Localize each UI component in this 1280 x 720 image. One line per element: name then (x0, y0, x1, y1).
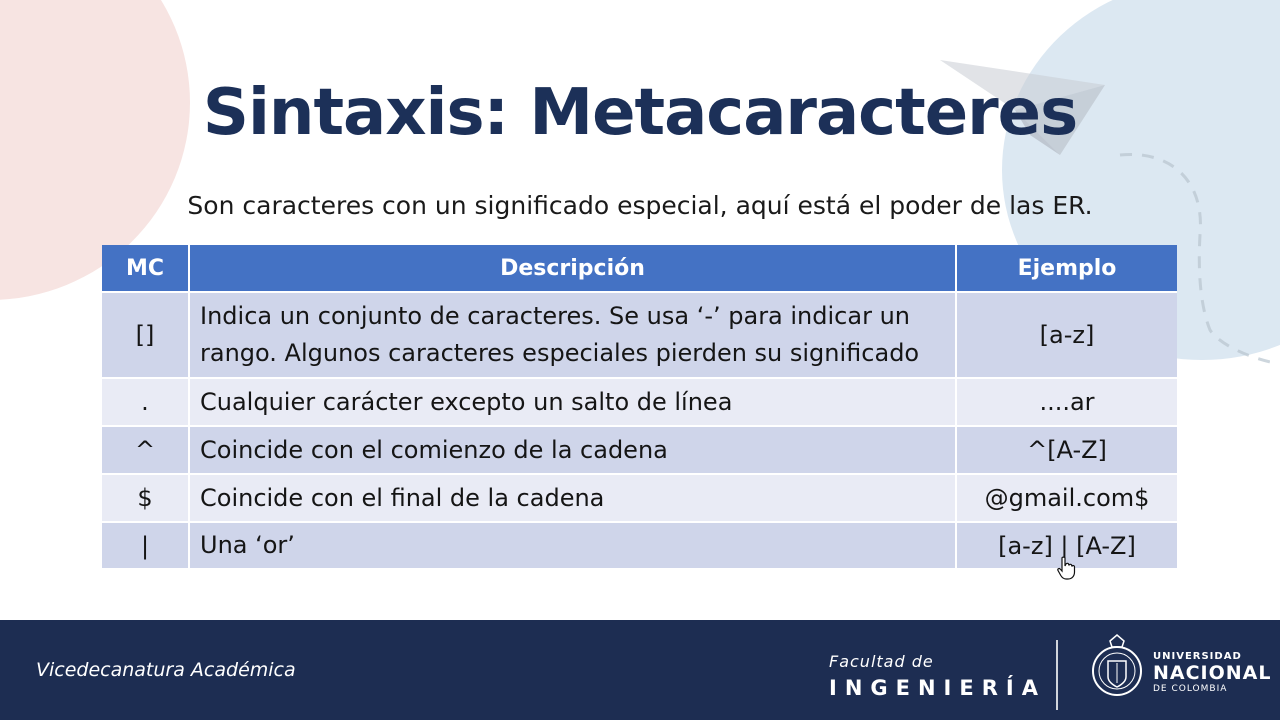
column-header-mc: MC (102, 245, 189, 292)
example-cell: ....ar (956, 378, 1177, 426)
mc-cell: | (102, 522, 189, 568)
metacharacters-table (102, 245, 1177, 568)
example-cell: @gmail.com$ (956, 474, 1177, 522)
footer-bar (0, 620, 1280, 720)
table-row (102, 474, 1177, 522)
mc-cell: ^ (102, 426, 189, 474)
column-header-descripcion: Descripción (189, 245, 956, 292)
university-line2: NACIONAL (1153, 662, 1272, 684)
description-cell: Coincide con el comienzo de la cadena (189, 426, 956, 474)
description-cell: Coincide con el final de la cadena (189, 474, 956, 522)
example-cell: [a-z] | [A-Z] (956, 522, 1177, 568)
description-cell: Indica un conjunto de caracteres. Se usa ‘-’ para indicar un rango. Algunos caracteres especiales pierden su significado (189, 292, 956, 378)
example-cell: [a-z] (956, 292, 1177, 378)
example-cell: ^[A-Z] (956, 426, 1177, 474)
university-name (1153, 651, 1271, 694)
ingenieria-wordmark: INGENIERÍA (829, 676, 1046, 700)
university-line1: UNIVERSIDAD (1153, 651, 1242, 662)
university-line3: DE COLOMBIA (1153, 684, 1228, 694)
table-header-row (102, 245, 1177, 292)
table-row (102, 426, 1177, 474)
facultad-label: Facultad de (829, 652, 934, 671)
vicedecanatura-label: Vicedecanatura Académica (36, 659, 296, 681)
mc-cell: . (102, 378, 189, 426)
description-cell: Una ‘or’ (189, 522, 956, 568)
footer-divider (1056, 640, 1058, 710)
mc-cell: $ (102, 474, 189, 522)
description-cell: Cualquier carácter excepto un salto de línea (189, 378, 956, 426)
column-header-ejemplo: Ejemplo (956, 245, 1177, 292)
table-row (102, 292, 1177, 378)
university-seal-icon (1088, 633, 1146, 707)
slide-subtitle: Son caracteres con un significado especial, aquí está el poder de las ER. (187, 191, 1093, 220)
slide-title: Sintaxis: Metacaracteres (202, 76, 1078, 150)
table-row (102, 522, 1177, 568)
table-row (102, 378, 1177, 426)
hand-cursor-icon (1056, 556, 1078, 580)
mc-cell: [] (102, 292, 189, 378)
